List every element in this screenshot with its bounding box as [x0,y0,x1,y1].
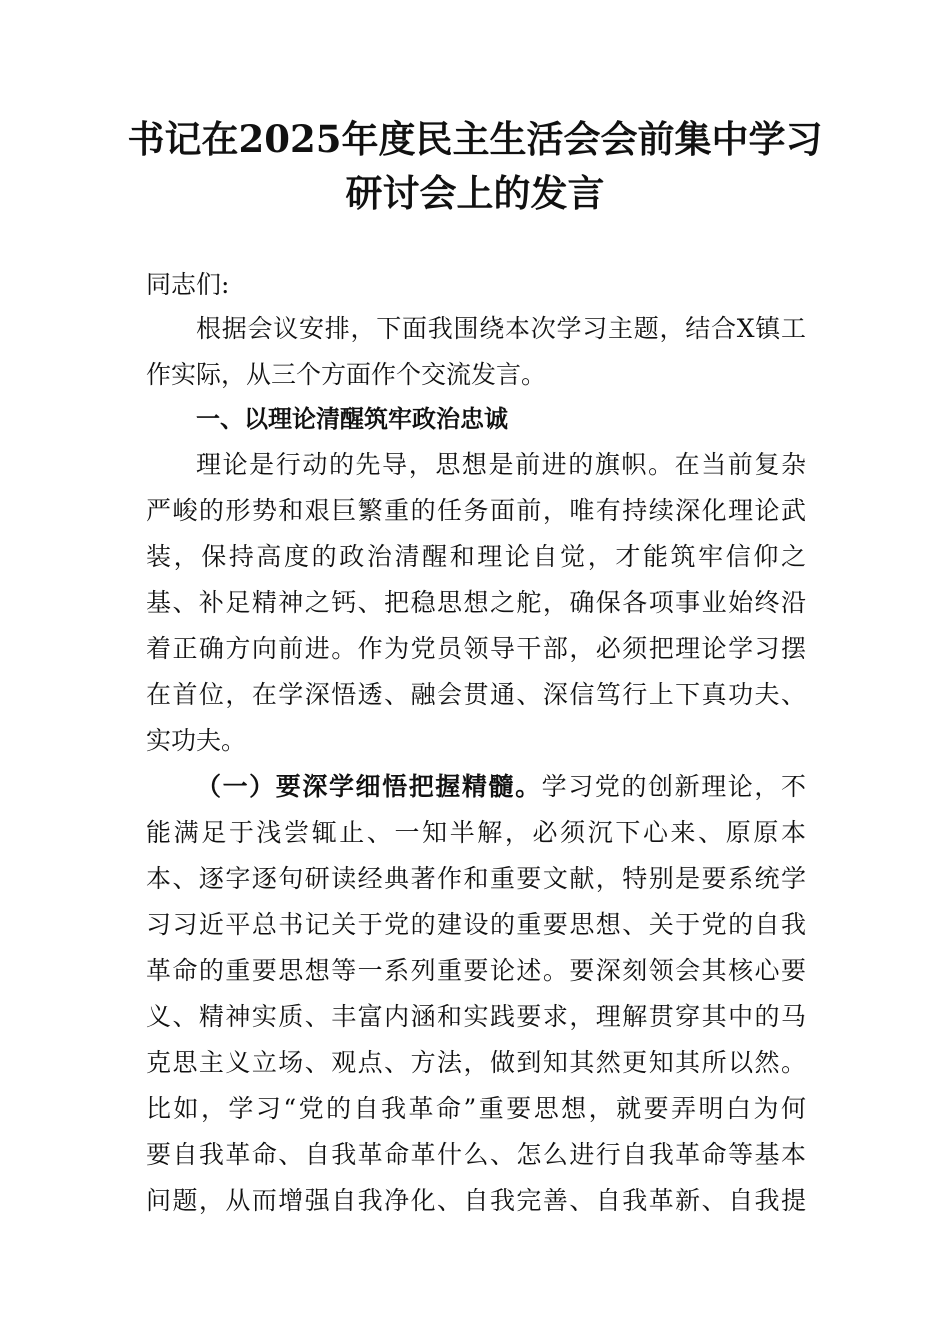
paragraph-2-line-2: 严峻的形势和艰巨繁重的任务面前，唯有持续深化理论武 [146,496,806,525]
paragraph-3-line-2: 能满足于浅尝辄止、一知半解，必须沉下心来、原原本 [146,818,806,847]
paragraph-2-line-4: 基、补足精神之钙、把稳思想之舵，确保各项事业始终沿 [146,588,806,617]
section-heading-1: 一、以理论清醒筑牢政治忠诚 [196,405,508,433]
subsection-lead: （一）要深学细悟把握精髓。 [196,772,542,801]
paragraph-3-line-3: 本、逐字逐句研读经典著作和重要文献，特别是要系统学 [146,864,806,893]
paragraph-1-line-2: 作实际，从三个方面作个交流发言。 [146,360,547,389]
salutation: 同志们: [146,270,230,299]
paragraph-3-line-5: 革命的重要思想等一系列重要论述。要深刻领会其核心要 [146,956,806,985]
paragraph-3-line-4: 习习近平总书记关于党的建设的重要思想、关于党的自我 [146,910,806,939]
paragraph-3-line-8: 比如，学习“党的自我革命”重要思想，就要弄明白为何 [146,1094,806,1123]
paragraph-3-line-9: 要自我革命、自我革命革什么、怎么进行自我革命等基本 [146,1140,806,1169]
paragraph-3-line-1 [196,764,806,810]
paragraph-3-line-10: 问题，从而增强自我净化、自我完善、自我革新、自我提 [146,1186,806,1215]
title-line-1: 书记在2025年度民主生活会会前集中学习 [127,117,823,161]
paragraph-2-line-7: 实功夫。 [146,726,247,755]
paragraph-3-line-6: 义、精神实质、丰富内涵和实践要求，理解贯穿其中的马 [146,1002,806,1031]
paragraph-1-line-1: 根据会议安排，下面我围绕本次学习主题，结合X镇工 [196,314,806,343]
title-line-2: 研讨会上的发言 [345,171,605,215]
paragraph-3-line-1-rest: 学习党的创新理论，不 [541,772,806,801]
document-title [120,112,830,220]
paragraph-2-line-5: 着正确方向前进。作为党员领导干部，必须把理论学习摆 [146,634,806,663]
paragraph-2-line-3: 装，保持高度的政治清醒和理论自觉，才能筑牢信仰之 [146,542,806,571]
paragraph-2-line-6: 在首位，在学深悟透、融会贯通、深信笃行上下真功夫、 [146,680,806,709]
paragraph-2-line-1: 理论是行动的先导，思想是前进的旗帜。在当前复杂 [196,450,806,479]
paragraph-3-line-7: 克思主义立场、观点、方法，做到知其然更知其所以然。 [146,1048,806,1077]
